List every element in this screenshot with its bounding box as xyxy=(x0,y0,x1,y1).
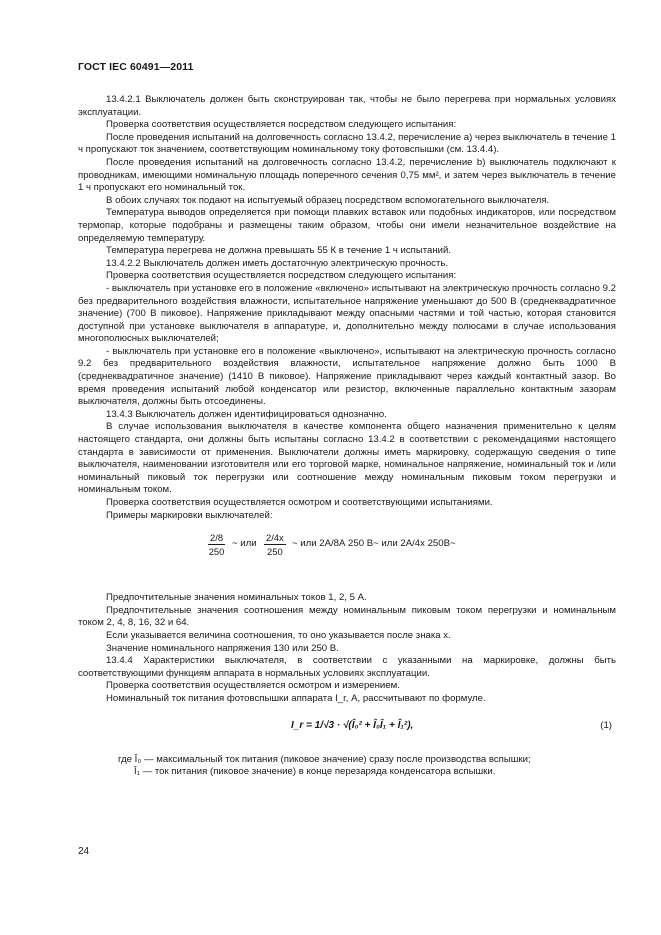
paragraph: Примеры маркировки выключателей: xyxy=(106,509,273,521)
where-clause: где Î₀ — максимальный ток питания (пиковое значение) сразу после производства вспышки; xyxy=(118,753,531,765)
page-number: 24 xyxy=(78,846,90,857)
paragraph: В обоих случаях ток подают на испытуемый образец посредством вспомогательного выключателя. xyxy=(106,194,550,206)
paragraph: Проверка соответствия осуществляется осмотром и соответствующими испытаниями. xyxy=(106,497,493,508)
paragraph: 13.4.4 Характеристики выключателя, в соответствии с указанными на маркировке, должны быть соответствующими функциям аппарата в нормальных условиях эксплуатации. xyxy=(78,655,616,679)
fraction-denominator: 250 xyxy=(267,546,283,558)
fraction-numerator: 2/8 xyxy=(210,532,224,544)
paragraph: Проверка соответствия осуществляется посредством следующего испытания: xyxy=(106,119,457,131)
paragraph: - выключатель при установке его в положение «включено» испытывают на электрическую прочность согласно 9.2 без предварительного воздействия влажности, испытательное напряжение уменьшают до 500 В (среднеквадратичное значение) (700 В пиковое). Напряжение прикладывают между опасными частями и той частью, которая становится доступной при установке выключателя в аппаратуре, и, дополнительно между полюсами в случае использования многополюсных выключателей; xyxy=(78,282,616,345)
where-clause: Î₁ — ток питания (пиковое значение) в конце перезаряда конденсатора вспышки. xyxy=(134,766,496,778)
document-header: ГОСТ IEC 60491—2011 xyxy=(78,61,194,73)
fraction xyxy=(208,532,225,558)
paragraph: В случае использования выключателя в качестве компонента общего назначения применительно к целям настоящего стандарта, они должны быть испытаны согласно 13.4.2 в соответствии с рекомендациями настоящего стандарта в зависимости от применения. Выключатели должны иметь маркировку, содержащую сведения о типе выключателя, наименовании изготовителя или его торговой марке, номинальное напряжение, номинальный ток и /или номинальный пиковый ток перегрузки или соотношение между номинальным пиковым током перегрузки и номинальным током. xyxy=(78,421,616,496)
paragraph: Предпочтительные значения номинальных токов 1, 2, 5 А. xyxy=(106,592,367,604)
paragraph: 13.4.2.2 Выключатель должен иметь достаточную электрическую прочность. xyxy=(106,257,449,269)
document-body xyxy=(78,94,616,779)
formula-number: (1) xyxy=(600,719,612,731)
fraction xyxy=(264,532,286,558)
paragraph: Значение номинального напряжения 130 или 250 В. xyxy=(106,642,339,654)
paragraph: 13.4.3 Выключатель должен идентифицироваться однозначно. xyxy=(106,408,387,420)
paragraph: Номинальный ток питания фотовспышки аппарата I_r, А, рассчитывают по формуле. xyxy=(106,692,486,704)
paragraph: Если указывается величина соотношения, то оно указывается после знака x. xyxy=(106,629,451,641)
example-text: ~ или 2А/8А 250 В~ или 2А/4x 250В~ xyxy=(292,538,456,550)
paragraph: После проведения испытаний на долговечность согласно 13.4.2, перечисление а) через выключатель в течение 1 ч пропускают ток значением, соответствующим номинальному току фотовспышки (см. 13.4.4). xyxy=(78,131,616,156)
fraction-numerator: 2/4x xyxy=(266,532,284,544)
formula-expression: I_r = 1/√3 · √(Î₀² + Î₀Î₁ + Î₁²), xyxy=(291,719,414,731)
paragraph: Проверка соответствия осуществляется посредством следующего испытания: xyxy=(106,270,457,282)
paragraph: Температура перегрева не должна превышать 55 К в течение 1 ч испытаний. xyxy=(106,245,452,257)
paragraph: 13.4.2.1 Выключатель должен быть сконструирован так, чтобы не было перегрева при нормальных условиях эксплуатации. xyxy=(78,94,616,118)
fraction-denominator: 250 xyxy=(208,546,225,558)
paragraph: - выключатель при установке его в положение «выключено», испытывают на электрическую прочность согласно 9.2 без предварительного воздействия влажности, испытательное напряжение должно быть 1000 В (среднеквадратичное значение) (1410 В пиковое). Напряжение прикладывают через каждый контактный зазор. Во время проведения испытаний любой конденсатор или резистор, включенные параллельно контактным зазорам выключателя, должны быть отсоединены. xyxy=(78,345,616,408)
paragraph: Проверка соответствия осуществляется осмотром и измерением. xyxy=(106,680,400,692)
paragraph: Предпочтительные значения соотношения между номинальным пиковым током перегрузки и номинальным током 2, 4, 8, 16, 32 и 64. xyxy=(78,604,616,629)
paragraph: Температура выводов определяется при помощи плавких вставок или подобных индикаторов, или посредством термопар, которые подобраны и размещены таким образом, чтобы они имели незначительное воздействие на определяемую температуру. xyxy=(78,207,616,244)
example-text: ~ или xyxy=(232,538,257,550)
marking-examples xyxy=(78,526,616,584)
paragraph: После проведения испытаний на долговечность согласно 13.4.2, перечисление b) выключатель подключают к проводникам, имеющими номинальную площадь поперечного сечения 0,75 мм², и затем через выключатель в течение 1 ч пропускают его номинальный ток. xyxy=(78,156,616,194)
formula xyxy=(78,712,616,750)
